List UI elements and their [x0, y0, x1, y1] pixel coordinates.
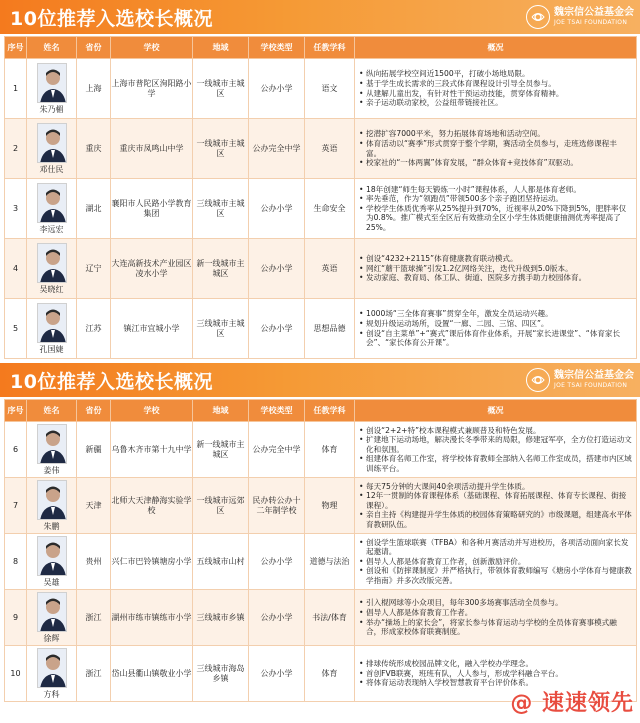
row-overview [355, 179, 637, 239]
table-row [5, 534, 637, 590]
row-overview [355, 478, 637, 534]
person-name: 方科 [43, 689, 60, 699]
row-region: 三线城市乡镇 [193, 590, 249, 646]
panel-bottom [0, 363, 640, 723]
overview-item: • 网红“蘑干篮球操”引发1.2亿网络关注，迭代升级到5.0版本。 [359, 264, 632, 274]
table-header-row [5, 37, 637, 59]
person-photo-icon [37, 536, 67, 576]
table-row [5, 590, 637, 646]
person-photo-icon [37, 480, 67, 520]
row-person [27, 646, 77, 702]
person-photo-icon [37, 183, 67, 223]
table-row [5, 422, 637, 478]
row-subject: 书法/体育 [305, 590, 355, 646]
row-no: 5 [5, 299, 27, 359]
row-person [27, 59, 77, 119]
overview-item: • 学校学生体质优秀率从25%提升到70%，近视率从20%下降到5%，肥胖率仅为0.8%。推广模式至全区后有效推动全区小学生体质健康抽测优秀率提高了25%。 [359, 204, 632, 233]
col-no: 序号 [5, 400, 27, 422]
row-region: 三线城市海岛乡镇 [193, 646, 249, 702]
person-name: 朱乃楣 [39, 104, 64, 114]
row-subject: 思想品德 [305, 299, 355, 359]
overview-item: • 12年一贯制的体育课程体系（基础课程、体育拓展课程、体育专长课程、街接课程）。 [359, 491, 632, 510]
row-person [27, 590, 77, 646]
row-overview [355, 119, 637, 179]
row-type: 公办小学 [249, 646, 305, 702]
row-province: 浙江 [77, 590, 111, 646]
row-overview [355, 239, 637, 299]
row-type: 公办完全中学 [249, 422, 305, 478]
overview-item: • 倡导人人都是体育教育工作者，创新激励评价。 [359, 557, 632, 567]
person-name: 徐辉 [43, 633, 60, 643]
row-region: 五线城市山村 [193, 534, 249, 590]
row-subject: 英语 [305, 119, 355, 179]
person-name: 邓仕民 [39, 164, 64, 174]
col-region: 地域 [193, 400, 249, 422]
row-region: 一线城市主城区 [193, 59, 249, 119]
row-subject: 体育 [305, 422, 355, 478]
row-region: 新一线城市主城区 [193, 239, 249, 299]
row-no: 9 [5, 590, 27, 646]
row-overview [355, 299, 637, 359]
table-header-row [5, 400, 637, 422]
row-type: 公办小学 [249, 534, 305, 590]
row-no: 2 [5, 119, 27, 179]
row-region: 一线城市远郊区 [193, 478, 249, 534]
overview-item: • 创设“4232+2115”体育健康教育联动模式。 [359, 254, 632, 264]
principal-table-1 [4, 36, 637, 359]
overview-item: • 发动家庭、教育局、体工队、街道、医院多方携手助力校园体育。 [359, 273, 632, 283]
row-no: 4 [5, 239, 27, 299]
row-subject: 语文 [305, 59, 355, 119]
overview-item: • 亲自主持《构建提升学生体质的校园体育策略研究的》市级课题，组建高水平体育教研队伍。 [359, 510, 632, 529]
row-subject: 道德与法治 [305, 534, 355, 590]
table-row [5, 239, 637, 299]
overview-item: • 纵向拓展学校空间近1500平，打破小场地局限。 [359, 69, 632, 79]
person-photo-icon [37, 424, 67, 464]
row-person [27, 119, 77, 179]
person-name: 李远宏 [39, 224, 64, 234]
row-region: 新一线城市主城区 [193, 422, 249, 478]
row-school: 镇江市宜城小学 [111, 299, 193, 359]
row-school: 湖州市练市镇练市小学 [111, 590, 193, 646]
row-type: 公办小学 [249, 179, 305, 239]
overview-item: • 创设和《防摔课制度》并严格执行，带领体育教师编写《塘房小学体育与健康教学指南》并多次改版完善。 [359, 566, 632, 585]
col-overview: 概况 [355, 400, 637, 422]
banner [0, 0, 640, 34]
row-type: 公办完全中学 [249, 119, 305, 179]
row-school: 北师大天津静海实验学校 [111, 478, 193, 534]
row-overview [355, 590, 637, 646]
row-person [27, 478, 77, 534]
row-province: 上海 [77, 59, 111, 119]
row-school: 上海市普陀区洵阳路小学 [111, 59, 193, 119]
logo-cn-text: 魏宗信公益基金会 [554, 370, 634, 381]
row-no: 3 [5, 179, 27, 239]
row-person [27, 534, 77, 590]
row-subject: 英语 [305, 239, 355, 299]
overview-item: • 亲子运动联动家校，公益纽带链接社区。 [359, 98, 632, 108]
row-school: 兴仁市巴铃镇塘房小学 [111, 534, 193, 590]
row-province: 天津 [77, 478, 111, 534]
row-region: 一线城市主城区 [193, 119, 249, 179]
foundation-logo-icon [526, 368, 550, 392]
row-school: 襄阳市人民路小学教育集团 [111, 179, 193, 239]
table-row [5, 179, 637, 239]
row-province: 辽宁 [77, 239, 111, 299]
row-subject: 物理 [305, 478, 355, 534]
row-province: 贵州 [77, 534, 111, 590]
row-type: 民办转公办十二年制学校 [249, 478, 305, 534]
person-name: 姜伟 [43, 465, 60, 475]
col-province: 省份 [77, 37, 111, 59]
person-name: 吴雄 [43, 577, 60, 587]
row-province: 浙江 [77, 646, 111, 702]
overview-item: • 倡导人人都是体育教育工作者。 [359, 608, 632, 618]
table-row [5, 59, 637, 119]
row-subject: 体育 [305, 646, 355, 702]
row-province: 重庆 [77, 119, 111, 179]
col-name: 姓名 [27, 37, 77, 59]
row-province: 湖北 [77, 179, 111, 239]
overview-item: • 基于学生成长需求的三段式体育课程设计引导全员参与。 [359, 79, 632, 89]
row-province: 新疆 [77, 422, 111, 478]
row-person [27, 299, 77, 359]
overview-item: • 18年创建“师生每天锻炼一小时”课程体系，人人都是体育老师。 [359, 185, 632, 195]
person-name: 孔国婕 [39, 344, 64, 354]
person-name: 吴晓红 [39, 284, 64, 294]
person-name: 朱鹏 [43, 521, 60, 531]
overview-item: • 每天75分钟的大课间40余项活动提升学生体质。 [359, 482, 632, 492]
overview-item: • 校家社的“一体两翼”体育发展，“群众体育+竞技体育”双驱动。 [359, 158, 632, 168]
table-row [5, 478, 637, 534]
row-overview [355, 422, 637, 478]
row-subject: 生命安全 [305, 179, 355, 239]
logo-en-text: JOE TSAI FOUNDATION [554, 382, 628, 389]
row-person [27, 179, 77, 239]
row-type: 公办小学 [249, 59, 305, 119]
row-overview [355, 534, 637, 590]
col-school: 学校 [111, 37, 193, 59]
overview-item: • 引入棍网球等小众项目，每年300多场赛事活动全员参与。 [359, 598, 632, 608]
overview-item: • 排球传统形成校园品牌文化，融入学校办学理念。 [359, 659, 632, 669]
row-school: 大连高新技术产业园区凌水小学 [111, 239, 193, 299]
foundation-logo [526, 366, 634, 394]
col-school: 学校 [111, 400, 193, 422]
table-row [5, 299, 637, 359]
overview-item: • 创设学生篮球联赛（TFBA）和各种月赛活动并写进校历，各项活动面向家长发起邀请。 [359, 538, 632, 557]
overview-item: • 体育活动以“赛季”形式贯穿于整个学期，赛活动全员参与，走班选修课程丰富。 [359, 139, 632, 158]
row-type: 公办小学 [249, 299, 305, 359]
watermark: @ 速速领先 [510, 691, 634, 716]
row-overview [355, 59, 637, 119]
overview-item: • 组建体育名师工作室，将学校体育教师全部纳入名师工作室成员，搭建市内区域训练平台。 [359, 454, 632, 473]
overview-item: • 扩建地下运动场地，解决漫长冬季带来的局限，修建冠军亭，全方位打造运动文化和氛围。 [359, 435, 632, 454]
col-no: 序号 [5, 37, 27, 59]
row-type: 公办小学 [249, 239, 305, 299]
row-person [27, 422, 77, 478]
person-photo-icon [37, 592, 67, 632]
row-no: 10 [5, 646, 27, 702]
row-region: 三线城市主城区 [193, 299, 249, 359]
panel-top [0, 0, 640, 354]
overview-item: • 将体育运动表现纳入学校智慧教育平台评价体系。 [359, 678, 632, 688]
overview-item: • 首创FVB联赛，班班有队，人人参与，形成学科融合平台。 [359, 669, 632, 679]
col-type: 学校类型 [249, 400, 305, 422]
row-type: 公办小学 [249, 590, 305, 646]
overview-item: • 从建解儿童出发，有针对性干预运动技能，贯穿体育精神。 [359, 89, 632, 99]
logo-cn-text: 魏宗信公益基金会 [554, 7, 634, 18]
person-photo-icon [37, 123, 67, 163]
principal-table-2 [4, 399, 637, 702]
col-type: 学校类型 [249, 37, 305, 59]
col-overview: 概况 [355, 37, 637, 59]
banner-title: 10位推荐入选校长概况 [10, 8, 213, 30]
col-region: 地域 [193, 37, 249, 59]
row-province: 江苏 [77, 299, 111, 359]
table-row [5, 119, 637, 179]
overview-item: • 规划升级运动场所，设置“一廊、二园、三馆、四区”。 [359, 319, 632, 329]
col-subject: 任教学科 [305, 400, 355, 422]
foundation-logo-icon [526, 5, 550, 29]
overview-item: • 率先垂范，作为“领跑员”带领500多个亲子跑团坚持运动。 [359, 194, 632, 204]
row-no: 6 [5, 422, 27, 478]
logo-en-text: JOE TSAI FOUNDATION [554, 19, 628, 26]
banner [0, 363, 640, 397]
col-name: 姓名 [27, 400, 77, 422]
foundation-logo [526, 3, 634, 31]
col-subject: 任教学科 [305, 37, 355, 59]
row-region: 三线城市主城区 [193, 179, 249, 239]
row-person [27, 239, 77, 299]
overview-item: • 挖潜扩容7000平米，努力拓展体育场地和活动空间。 [359, 129, 632, 139]
row-no: 8 [5, 534, 27, 590]
banner-title: 10位推荐入选校长概况 [10, 371, 213, 393]
row-no: 7 [5, 478, 27, 534]
person-photo-icon [37, 243, 67, 283]
row-no: 1 [5, 59, 27, 119]
overview-item: • 创设“2+2+特”校本课程模式兼顾普及和特色发展。 [359, 426, 632, 436]
row-school: 重庆市凤鸣山中学 [111, 119, 193, 179]
overview-item: • 举办“操场上的家长会”，将家长参与体育运动与学校的全员体育赛事模式融合，形成家校体育联赛制度。 [359, 618, 632, 637]
person-photo-icon [37, 648, 67, 688]
row-school: 乌鲁木齐市第十九中学 [111, 422, 193, 478]
overview-item: • 创设“自主菜单”+“赛式”课后体育作业体系，开展“家长进课堂”、“体育家长会”、“家长体育公开课”。 [359, 329, 632, 348]
col-province: 省份 [77, 400, 111, 422]
overview-item: • 1000场“三全体育赛事”贯穿全年，激发全员运动兴趣。 [359, 309, 632, 319]
person-photo-icon [37, 63, 67, 103]
row-school: 岱山县衢山镇敬业小学 [111, 646, 193, 702]
person-photo-icon [37, 303, 67, 343]
